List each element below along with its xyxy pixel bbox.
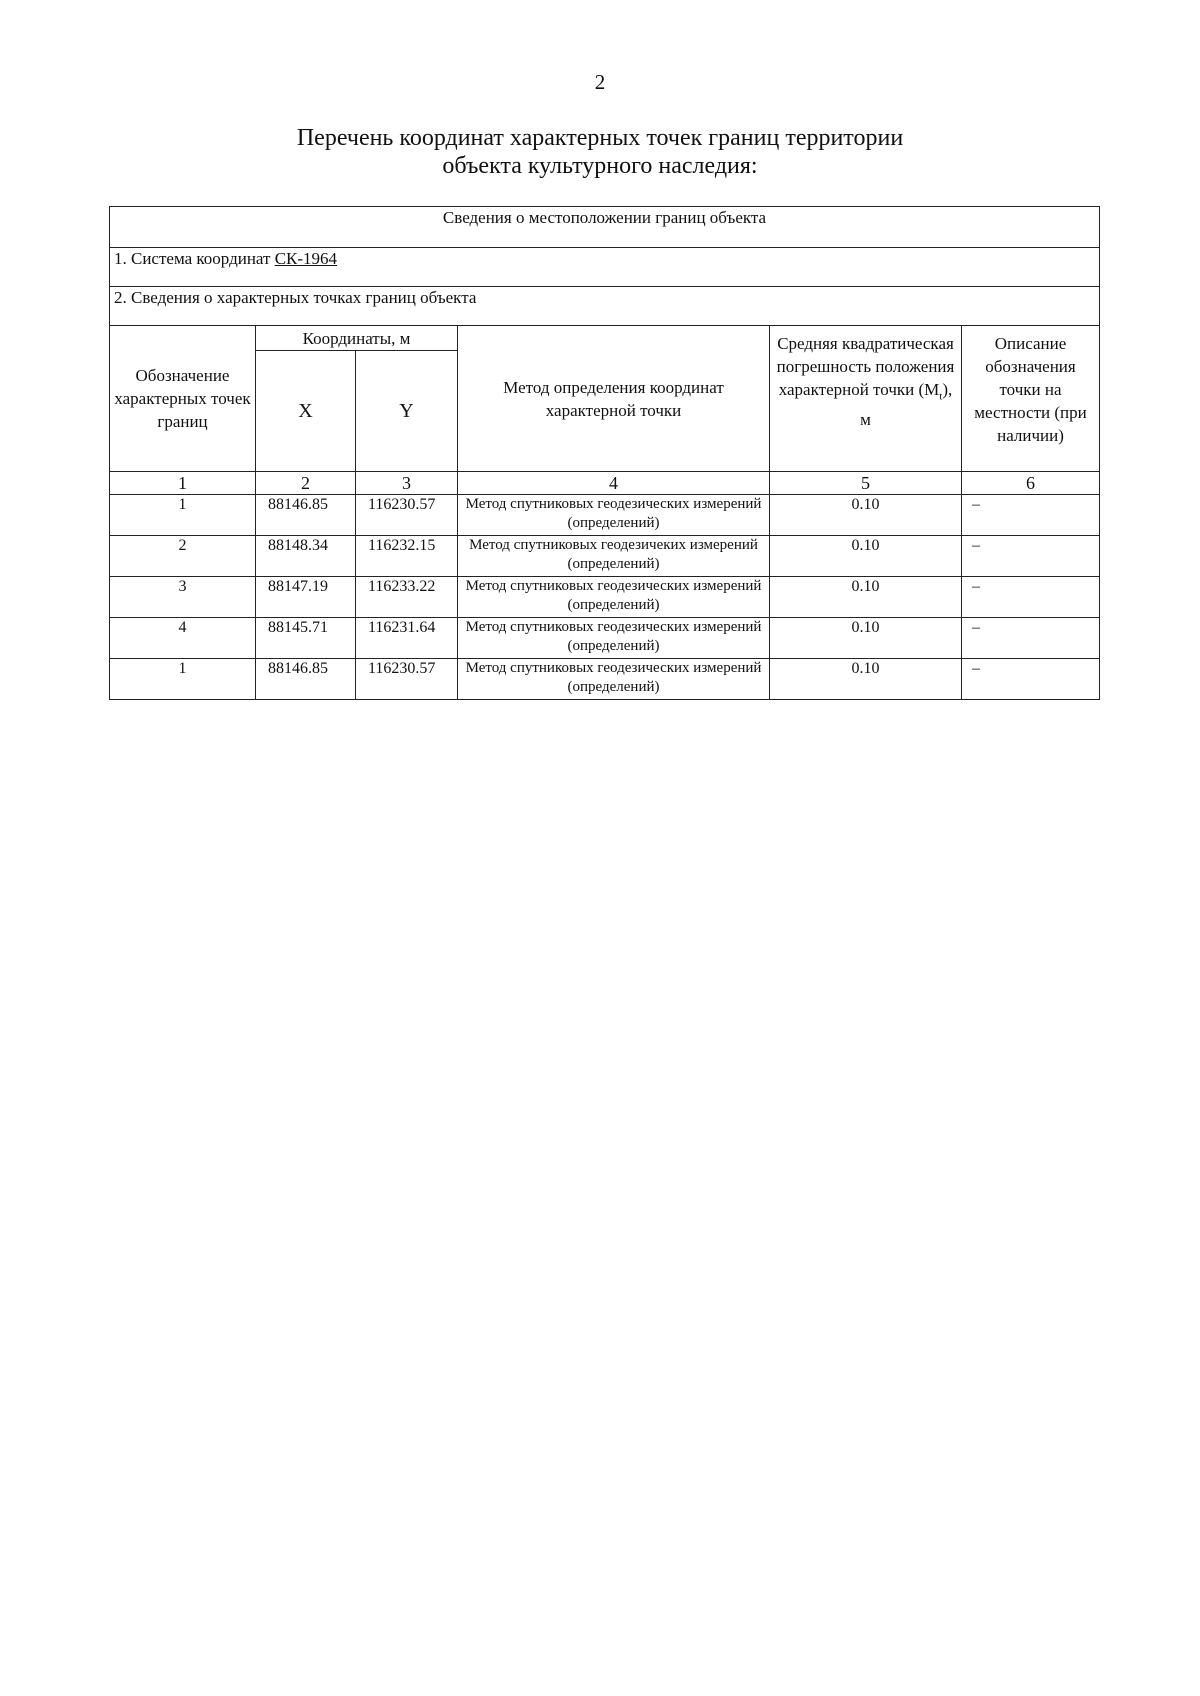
column-number: 2: [256, 472, 356, 495]
section-header-row: [110, 207, 1100, 248]
accuracy: 0.10: [770, 659, 962, 700]
coord-system-value: СК-1964: [274, 249, 338, 268]
header-coordinates: Координаты, м: [256, 326, 458, 351]
header-accuracy-unit: ), м: [860, 380, 953, 430]
description: –: [962, 495, 1100, 536]
header-description: Описание обозначения точки на местности (при наличии): [962, 326, 1100, 472]
header-y: Y: [356, 351, 458, 472]
points-section-header: 2. Сведения о характерных точках границ объекта: [110, 287, 1100, 326]
point-id: 1: [110, 659, 256, 700]
table-row: [110, 618, 1100, 659]
points-section-row: [110, 287, 1100, 326]
header-accuracy-main: Средняя квадратическая погрешность положения характерной точки (M: [776, 334, 955, 399]
table-row: [110, 577, 1100, 618]
point-id: 1: [110, 495, 256, 536]
coord-y: 116233.22: [356, 577, 458, 618]
accuracy: 0.10: [770, 577, 962, 618]
header-designation: Обозначение характерных точек границ: [110, 326, 256, 472]
column-number: 4: [458, 472, 770, 495]
description: –: [962, 536, 1100, 577]
coord-y: 116232.15: [356, 536, 458, 577]
description: –: [962, 577, 1100, 618]
table-row: [110, 659, 1100, 700]
coord-x: 88146.85: [256, 495, 356, 536]
coord-system-cell: [110, 248, 1100, 287]
coord-y: 116230.57: [356, 659, 458, 700]
point-id: 3: [110, 577, 256, 618]
method: Метод спутниковых геодезических измерений (определений): [458, 618, 770, 659]
coordinates-table: [109, 206, 1100, 700]
point-id: 2: [110, 536, 256, 577]
page-number: 2: [594, 70, 606, 94]
coord-x: 88147.19: [256, 577, 356, 618]
description: –: [962, 659, 1100, 700]
accuracy: 0.10: [770, 618, 962, 659]
method: Метод спутниковых геодезических измерений (определений): [458, 659, 770, 700]
point-id: 4: [110, 618, 256, 659]
coord-y: 116231.64: [356, 618, 458, 659]
title-line-1: Перечень координат характерных точек границ территории: [296, 125, 904, 151]
table-row: [110, 495, 1100, 536]
title-line-2: объекта культурного наследия:: [442, 153, 758, 179]
coord-y: 116230.57: [356, 495, 458, 536]
column-number: 3: [356, 472, 458, 495]
header-x: X: [256, 351, 356, 472]
document-title: [0, 124, 1200, 180]
coord-system-label: 1. Система координат: [114, 249, 275, 268]
column-number: 6: [962, 472, 1100, 495]
section-header: Сведения о местоположении границ объекта: [110, 207, 1100, 248]
column-number: 5: [770, 472, 962, 495]
method: Метод спутниковых геодезических измерений (определений): [458, 495, 770, 536]
accuracy: 0.10: [770, 495, 962, 536]
column-number: 1: [110, 472, 256, 495]
description: –: [962, 618, 1100, 659]
column-number-row: [110, 472, 1100, 495]
coord-x: 88146.85: [256, 659, 356, 700]
header-method: Метод определения координат характерной точки: [458, 326, 770, 472]
table-row: [110, 536, 1100, 577]
coord-x: 88148.34: [256, 536, 356, 577]
accuracy: 0.10: [770, 536, 962, 577]
header-row-1: [110, 326, 1100, 351]
coord-system-row: [110, 248, 1100, 287]
method: Метод спутниковых геодезических измерений (определений): [458, 577, 770, 618]
header-accuracy-sub: t: [939, 390, 943, 403]
header-accuracy: [770, 326, 962, 472]
method: Метод спутниковых геодезичеких измерений (определений): [458, 536, 770, 577]
coord-x: 88145.71: [256, 618, 356, 659]
